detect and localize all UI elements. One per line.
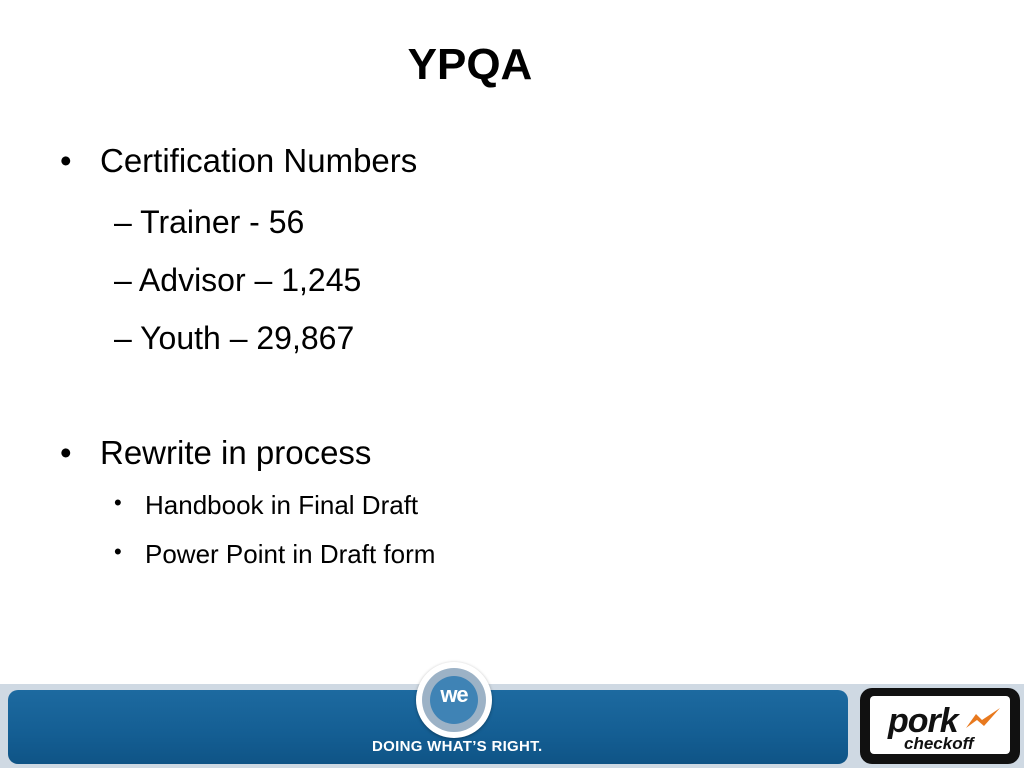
- bullet-icon: •: [60, 142, 72, 179]
- bullet-icon: •: [114, 490, 122, 515]
- slide-title: YPQA: [407, 40, 533, 89]
- sub-item-text: Power Point in Draft form: [145, 539, 436, 569]
- footer-tagline: DOING WHAT’S RIGHT.: [372, 738, 543, 755]
- bullet-text: Certification Numbers: [100, 142, 418, 179]
- we-care-logo-icon: [416, 662, 492, 738]
- sub-item-youth: – Youth – 29,867: [114, 320, 355, 356]
- bullet-icon: •: [114, 539, 122, 564]
- pork-checkoff-logo: [860, 688, 1020, 764]
- brand-subname: checkoff: [904, 734, 974, 753]
- brand-panel: [870, 696, 1010, 754]
- bullet-text: Rewrite in process: [100, 434, 372, 471]
- brand-name: pork: [888, 702, 958, 740]
- logo-text: we: [440, 682, 468, 707]
- bullet-icon: •: [60, 434, 72, 471]
- sub-item-trainer: – Trainer - 56: [114, 204, 305, 240]
- sub-item-advisor: – Advisor – 1,245: [114, 262, 362, 298]
- sub-item-text: Handbook in Final Draft: [145, 490, 419, 520]
- swoosh-icon: [964, 706, 1002, 730]
